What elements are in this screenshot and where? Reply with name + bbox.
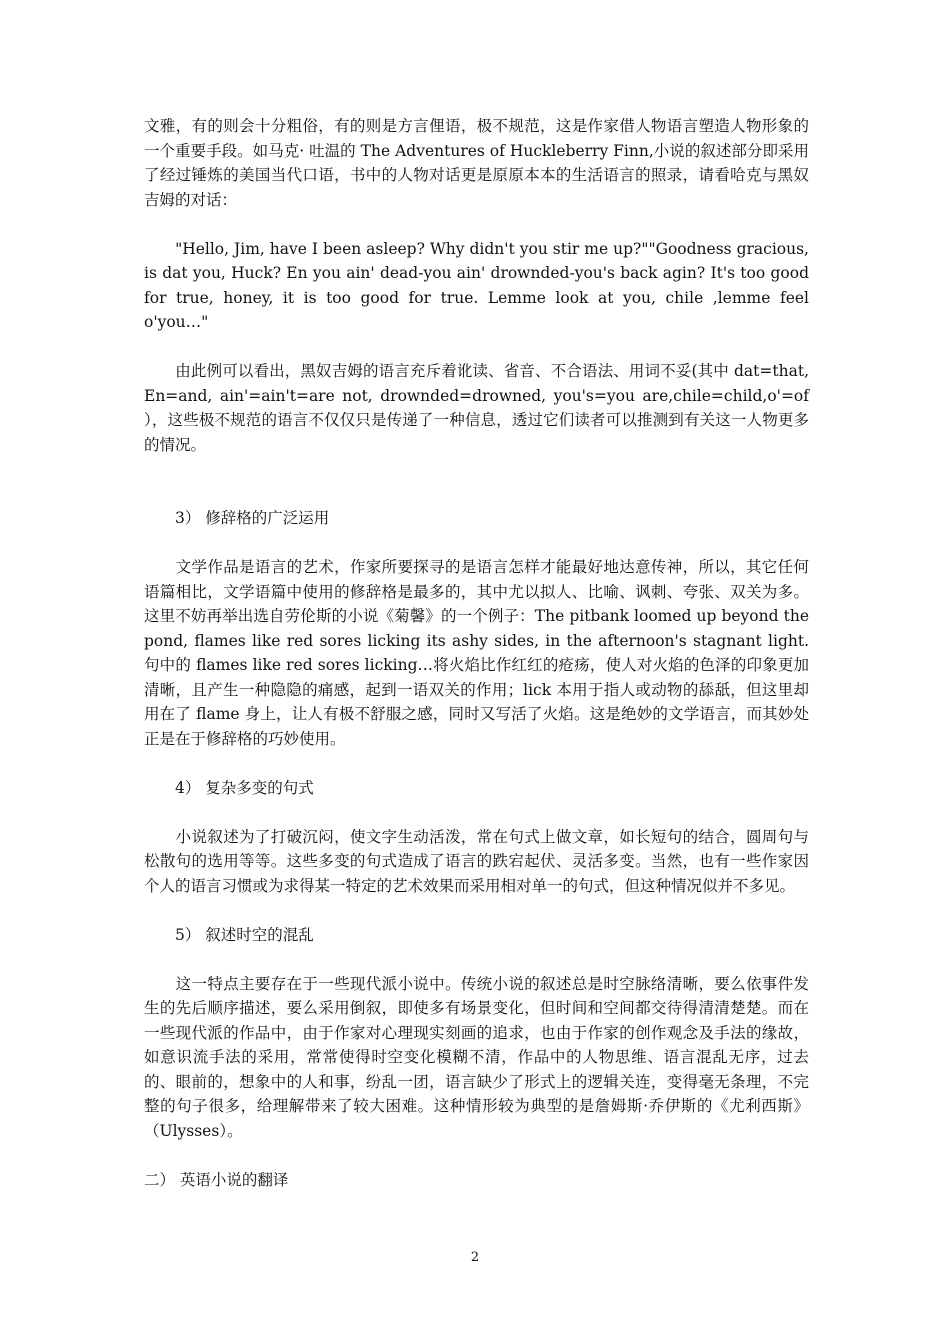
section-heading-sentence-patterns: 4） 复杂多变的句式 [144,778,314,797]
paragraph-dialogue-intro: 文雅，有的则会十分粗俗，有的则是方言俚语，极不规范，这是作家借人物语言塑造人物形象的一个重要手段。如马克· 吐温的 The Adventures of Huckleberry Finn,小说的叙述部分即采用了经过锤炼的美国当代口语，书中的人物对话更是原原本本的生活语言的照录，请看哈克与黑奴吉姆的对话： [144,117,809,209]
section-heading-translation: 二） 英语小说的翻译 [144,1170,289,1189]
paragraph-dialect-analysis: 由此例可以看出，黑奴吉姆的语言充斥着讹读、省音、不合语法、用词不妥(其中 dat=that, En=and, ain'=ain't=are not, drownded=drowned, you's=you are,chile=child,o'=of ），这些极不规范的语言不仅仅只是传递了一种信息，透过它们读者可以推测到有关这一人物更多的情况。 [144,362,809,454]
paragraph-sentence-patterns: 小说叙述为了打破沉闷，使文字生动活泼，常在句式上做文章，如长短句的结合，圆周句与松散句的选用等等。这些多变的句式造成了语言的跌宕起伏、灵活多变。当然，也有一些作家因个人的语言习惯或为求得某一特定的艺术效果而采用相对单一的句式，但这种情况似并不多见。 [144,827,809,895]
page-number: 2 [470,1250,480,1265]
section-heading-time-space: 5） 叙述时空的混乱 [144,925,314,944]
document-body [144,114,809,1217]
paragraph-time-space: 这一特点主要存在于一些现代派小说中。传统小说的叙述总是时空脉络清晰，要么依事件发生的先后顺序描述，要么采用倒叙，即使多有场景变化，但时间和空间都交待得清清楚楚。而在一些现代派的作品中，由于作家对心理现实刻画的追求，也由于作家的创作观念及手法的缘故，如意识流手法的采用，常常使得时空变化模糊不清，作品中的人物思维、语言混乱无序，过去的、眼前的，想象中的人和事，纷乱一团，语言缺少了形式上的逻辑关连，变得毫无条理，不完整的句子很多，给理解带来了较大困难。这种情形较为典型的是詹姆斯·乔伊斯的《尤利西斯》（Ulysses）。 [144,974,809,1140]
paragraph-dialogue-quote: "Hello, Jim, have I been asleep? Why didn't you stir me up?""Goodness gracious, is dat you, Huck? En you ain' dead-you ain' drownded-you's back agin? It's too good for true, honey, it is too good for true. Lemme look at you, chile ,lemme feel o'you…" [144,239,809,331]
section-heading-rhetoric: 3） 修辞格的广泛运用 [144,509,330,527]
paragraph-rhetoric: 文学作品是语言的艺术，作家所要探寻的是语言怎样才能最好地达意传神，所以，其它任何语篇相比，文学语篇中使用的修辞格是最多的，其中尤以拟人、比喻、讽刺、夸张、双关为多。这里不妨再举出选自劳伦斯的小说《菊馨》的一个例子：The pitbank loomed up beyond the pond, flames like red sores licking its ashy sides, in the afternoon's stagnant light. 句中的 flames like red sores licking…将火焰比作红红的疮疡，使人对火焰的色泽的印象更加清晰，且产生一种隐隐的痛感，起到一语双关的作用；lick 本用于指人或动物的舔舐，但这里却用在了 flame 身上，让人有极不舒服之感，同时又写活了火焰。这是绝妙的文学语言，而其妙处正是在于修辞格的巧妙使用。 [144,558,809,748]
